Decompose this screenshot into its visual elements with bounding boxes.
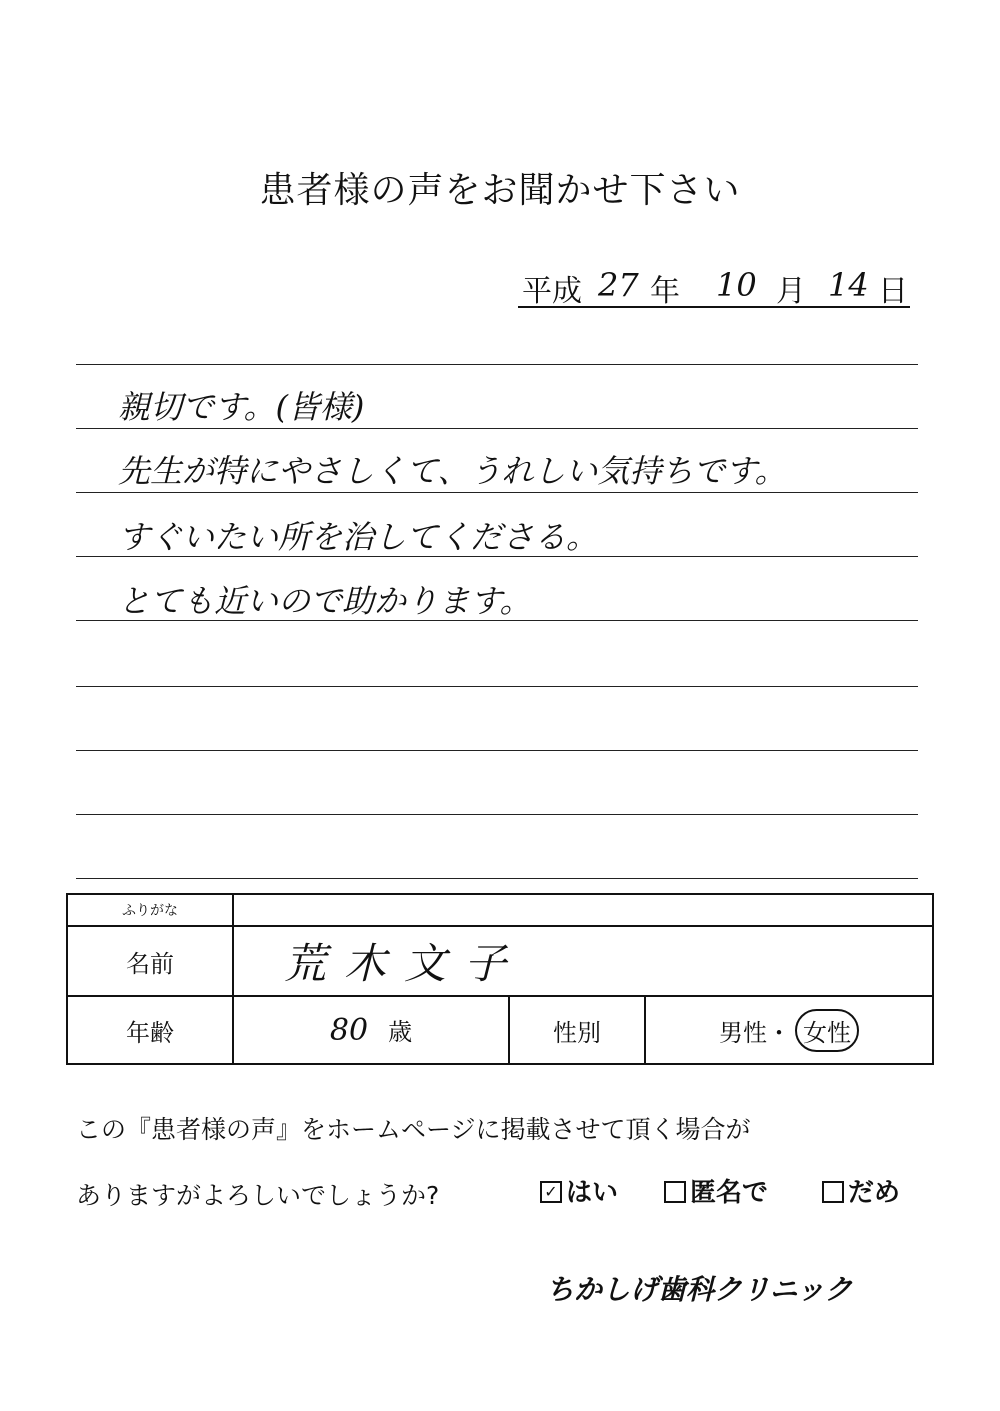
form-title: 患者様の声をお聞かせ下さい <box>259 170 741 211</box>
furigana-field[interactable] <box>233 894 933 926</box>
consent-option-no-label: だめ <box>848 1178 901 1208</box>
date-month-label: 月 <box>776 274 806 309</box>
age-value: 80 <box>329 1013 369 1048</box>
date-day: 14 <box>828 266 869 304</box>
consent-option-anonymous[interactable] <box>664 1172 768 1209</box>
gender-option-male[interactable]: 男性 <box>719 1018 768 1047</box>
consent-option-no[interactable] <box>822 1172 900 1209</box>
gender-separator: ・ <box>767 1018 792 1047</box>
checkbox-icon[interactable] <box>822 1181 844 1203</box>
consent-question-line-2: ありますがよろしいでしょうか? <box>76 1181 440 1210</box>
consent-option-yes-label: はい <box>566 1178 619 1208</box>
gender-field[interactable] <box>645 996 933 1064</box>
name-label: 名前 <box>67 926 233 996</box>
comment-line-4: とても近いので助かります。 <box>118 582 532 620</box>
patient-info-table <box>66 893 934 1065</box>
date-year-label: 年 <box>650 274 680 309</box>
ruled-line <box>76 878 918 879</box>
ruled-line <box>76 364 918 365</box>
date-era: 平成 <box>522 274 582 309</box>
checkbox-checked-icon[interactable]: ✓ <box>540 1181 562 1203</box>
age-unit: 歳 <box>388 1018 413 1046</box>
consent-option-anonymous-label: 匿名で <box>690 1178 769 1208</box>
name-field[interactable]: 荒木文子 <box>233 926 933 996</box>
ruled-line <box>76 814 918 815</box>
gender-option-female[interactable]: 女性 <box>795 1009 859 1052</box>
comment-line-1: 親切です。(皆様) <box>118 388 365 426</box>
consent-question-line-1: この『患者様の声』をホームページに掲載させて頂く場合が <box>76 1115 751 1144</box>
date-month: 10 <box>716 266 757 304</box>
ruled-line <box>76 492 918 493</box>
clinic-name: ちかしげ歯科クリニック <box>546 1273 853 1306</box>
date-day-label: 日 <box>878 274 908 309</box>
gender-label: 性別 <box>509 996 645 1064</box>
ruled-line <box>76 686 918 687</box>
consent-option-yes[interactable] <box>540 1172 618 1209</box>
furigana-label: ふりがな <box>67 894 233 926</box>
ruled-line <box>76 428 918 429</box>
age-field[interactable] <box>233 996 509 1064</box>
comment-line-3: すぐいたい所を治してくださる。 <box>118 518 599 556</box>
comment-line-2: 先生が特にやさしくて、うれしい気持ちです。 <box>118 452 787 490</box>
ruled-line <box>76 750 918 751</box>
date-field <box>518 262 910 308</box>
date-year: 27 <box>598 266 639 304</box>
checkbox-icon[interactable] <box>664 1181 686 1203</box>
age-label: 年齢 <box>67 996 233 1064</box>
